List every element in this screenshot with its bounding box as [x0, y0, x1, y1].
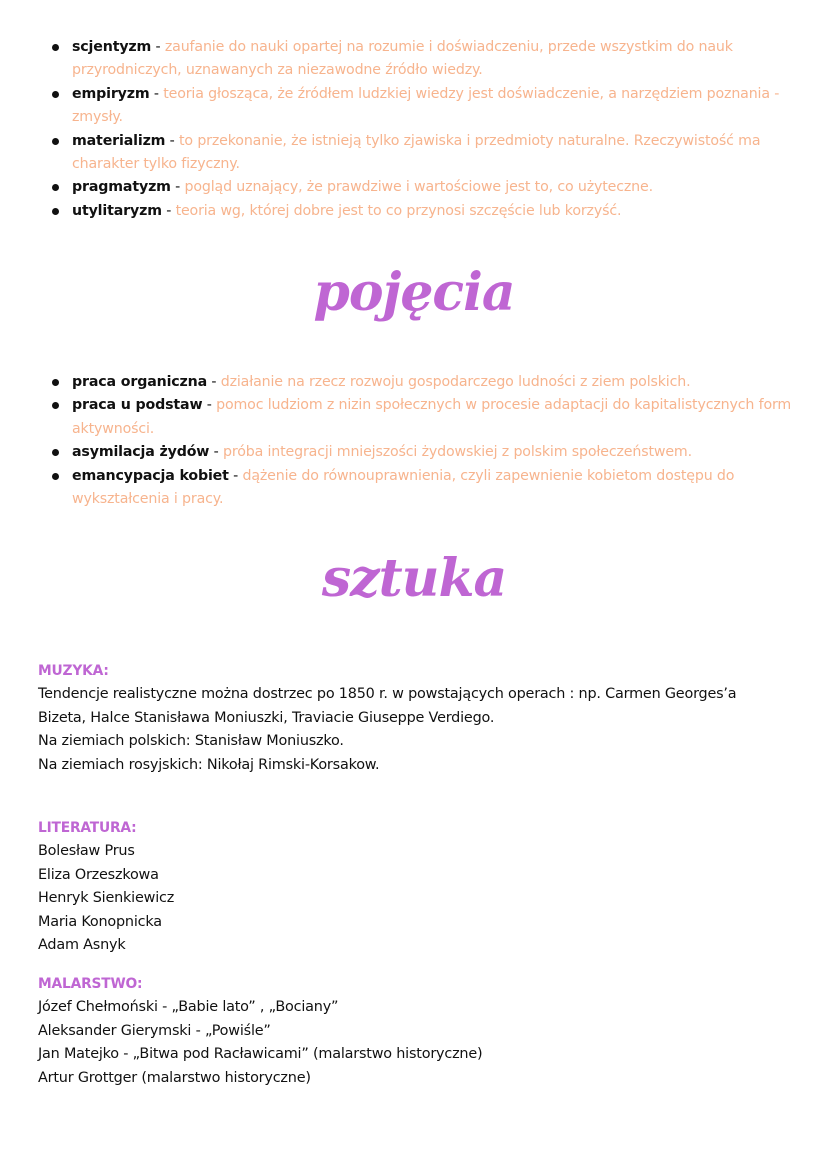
- bullet-icon: [52, 184, 59, 191]
- section-heading-art: sztuka: [321, 548, 507, 609]
- list-item: [48, 394, 808, 441]
- painter-line: Jan Matejko - „Bitwa pod Racławicami” (malarstwo historyczne): [38, 1046, 483, 1063]
- definition: pogląd uznający, że prawdziwe i wartościowe jest to, co użyteczne.: [184, 179, 653, 196]
- term: praca organiczna: [72, 374, 208, 390]
- literature-section: [38, 817, 818, 957]
- list-item: [48, 465, 808, 512]
- separator: -: [149, 85, 164, 102]
- term: materializm: [72, 132, 166, 149]
- term: asymilacja żydów: [72, 444, 210, 461]
- list-item: [48, 83, 808, 130]
- bullet-icon: [52, 402, 59, 409]
- separator: -: [170, 179, 185, 196]
- bullet-icon: [52, 379, 59, 386]
- definition: teoria głosząca, że źródłem ludzkiej wiedzy jest doświadczenie, a narzędziem poznania - zmysły.: [72, 85, 780, 126]
- painter-line: Artur Grottger (malarstwo historyczne): [38, 1069, 311, 1086]
- bullet-icon: [52, 44, 59, 51]
- term: utylitaryzm: [72, 202, 162, 219]
- bullet-icon: [52, 208, 59, 215]
- definition: zaufanie do nauki opartej na rozumie i doświadczeniu, przede wszystkim do nauk przyrodniczych, uznawanych za niezawodne źródło wiedzy.: [72, 39, 733, 79]
- definition: to przekonanie, że istnieją tylko zjawiska i przedmioty naturalne. Rzeczywistość ma charakter tylko fizyczny.: [72, 132, 761, 173]
- concepts-list: [48, 371, 808, 511]
- author-name: Eliza Orzeszkowa: [38, 866, 159, 883]
- separator: -: [151, 39, 165, 55]
- author-name: Bolesław Prus: [38, 843, 135, 860]
- section-heading-concepts: pojęcia: [313, 262, 515, 323]
- author-name: Adam Asnyk: [38, 937, 126, 954]
- term: emancypacja kobiet: [72, 467, 229, 484]
- separator: -: [202, 397, 217, 414]
- term: pragmatyzm: [72, 179, 171, 196]
- term: praca u podstaw: [72, 397, 203, 414]
- painter-line: Józef Chełmoński - „Babie lato” , „Bociany”: [38, 999, 339, 1016]
- definition: działanie na rzecz rozwoju gospodarczego ludności z ziem polskich.: [220, 374, 691, 390]
- author-name: Henryk Sienkiewicz: [38, 890, 175, 907]
- separator: -: [207, 374, 221, 390]
- music-label: MUZYKA:: [38, 663, 109, 679]
- bullet-icon: [52, 473, 59, 480]
- separator: -: [209, 444, 223, 461]
- literature-label: LITERATURA:: [38, 820, 137, 836]
- separator: -: [165, 132, 180, 149]
- definition: pomoc ludziom z nizin społecznych w procesie adaptacji do kapitalistycznych form aktywności.: [72, 397, 792, 437]
- bullet-icon: [52, 138, 59, 145]
- definition: teoria wg, której dobre jest to co przynosi szczęście lub korzyść.: [175, 202, 622, 219]
- list-item: [48, 371, 808, 394]
- painting-section: [38, 973, 818, 1090]
- author-name: Maria Konopnicka: [38, 913, 162, 930]
- bullet-icon: [52, 91, 59, 98]
- list-item: [48, 441, 808, 464]
- definition: próba integracji mniejszości żydowskiej z polskim społeczeństwem.: [222, 444, 692, 461]
- term: scjentyzm: [72, 39, 152, 55]
- term: empiryzm: [72, 85, 150, 102]
- music-line: Tendencje realistyczne można dostrzec po 1850 r. w powstających operach : np. Carmen Georges’a: [38, 686, 737, 703]
- list-item: [48, 200, 808, 223]
- list-item: [48, 130, 808, 177]
- list-item: [48, 176, 808, 199]
- music-line: Na ziemiach polskich: Stanisław Moniuszko.: [38, 733, 344, 750]
- separator: -: [161, 202, 176, 219]
- definition: dążenie do równouprawnienia, czyli zapewnienie kobietom dostępu do wykształcenia i pracy.: [72, 467, 735, 508]
- list-item: [48, 36, 808, 83]
- painter-line: Aleksander Gierymski - „Powiśle”: [38, 1022, 271, 1039]
- music-line: Bizeta, Halce Stanisława Moniuszki, Traviacie Giuseppe Verdiego.: [38, 709, 495, 726]
- philosophy-terms-list: [48, 36, 808, 223]
- bullet-icon: [52, 449, 59, 456]
- painting-label: MALARSTWO:: [38, 976, 143, 992]
- music-section: [38, 660, 818, 777]
- separator: -: [228, 467, 243, 484]
- music-line: Na ziemiach rosyjskich: Nikołaj Rimski-Korsakow.: [38, 756, 380, 773]
